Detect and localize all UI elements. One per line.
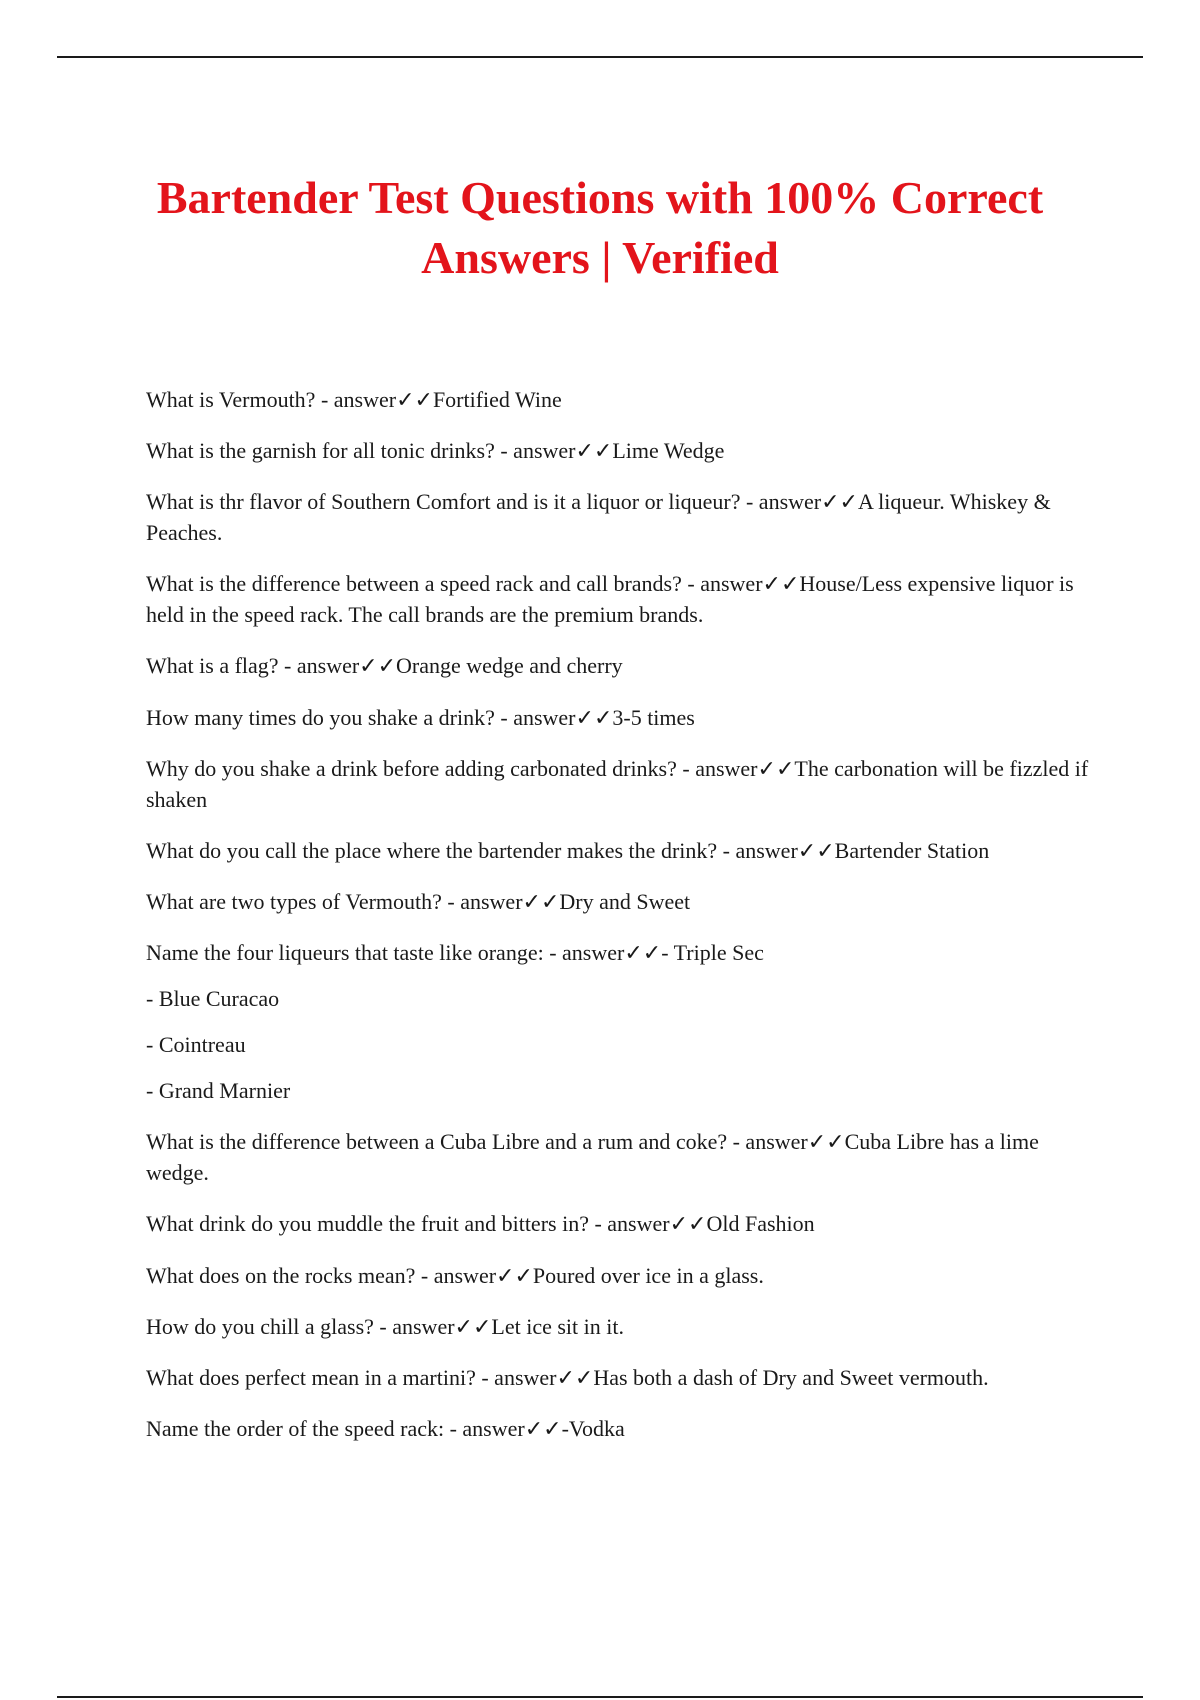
header-rule xyxy=(57,56,1143,58)
qa-item-continuation: - Grand Marnier xyxy=(146,1078,291,1103)
qa-item: What is the difference between a speed rack and call brands? - answer✓✓House/Less expensive liquor is held in the speed rack. The call brands are the premium brands. xyxy=(146,571,1074,627)
footer-rule xyxy=(57,1696,1143,1698)
qa-item: How do you chill a glass? - answer✓✓Let ice sit in it. xyxy=(146,1314,624,1339)
qa-list xyxy=(146,384,1096,1444)
qa-item: Why do you shake a drink before adding carbonated drinks? - answer✓✓The carbonation will be fizzled if shaken xyxy=(146,756,1089,812)
qa-item: Name the four liqueurs that taste like orange: - answer✓✓- Triple Sec xyxy=(146,940,764,965)
qa-item: What is the garnish for all tonic drinks? - answer✓✓Lime Wedge xyxy=(146,438,725,463)
qa-item-continuation: - Cointreau xyxy=(146,1032,246,1057)
qa-item-continuation: - Blue Curacao xyxy=(146,986,280,1011)
qa-item: How many times do you shake a drink? - answer✓✓3-5 times xyxy=(146,705,695,730)
qa-item: What is Vermouth? - answer✓✓Fortified Wine xyxy=(146,387,562,412)
qa-item: What does on the rocks mean? - answer✓✓Poured over ice in a glass. xyxy=(146,1263,764,1288)
qa-item: What do you call the place where the bartender makes the drink? - answer✓✓Bartender Station xyxy=(146,838,990,863)
qa-item: What are two types of Vermouth? - answer✓✓Dry and Sweet xyxy=(146,889,691,914)
qa-item: What is the difference between a Cuba Libre and a rum and coke? - answer✓✓Cuba Libre has a lime wedge. xyxy=(146,1129,1039,1185)
document-title: Bartender Test Questions with 100% Correct Answers | Verified xyxy=(156,172,1044,283)
qa-item: Name the order of the speed rack: - answer✓✓-Vodka xyxy=(146,1416,625,1441)
qa-item: What is thr flavor of Southern Comfort and is it a liquor or liqueur? - answer✓✓A liqueur. Whiskey & Peaches. xyxy=(146,489,1051,545)
qa-item: What does perfect mean in a martini? - answer✓✓Has both a dash of Dry and Sweet vermouth. xyxy=(146,1365,989,1390)
qa-item: What drink do you muddle the fruit and bitters in? - answer✓✓Old Fashion xyxy=(146,1211,815,1236)
qa-item: What is a flag? - answer✓✓Orange wedge and cherry xyxy=(146,653,623,678)
